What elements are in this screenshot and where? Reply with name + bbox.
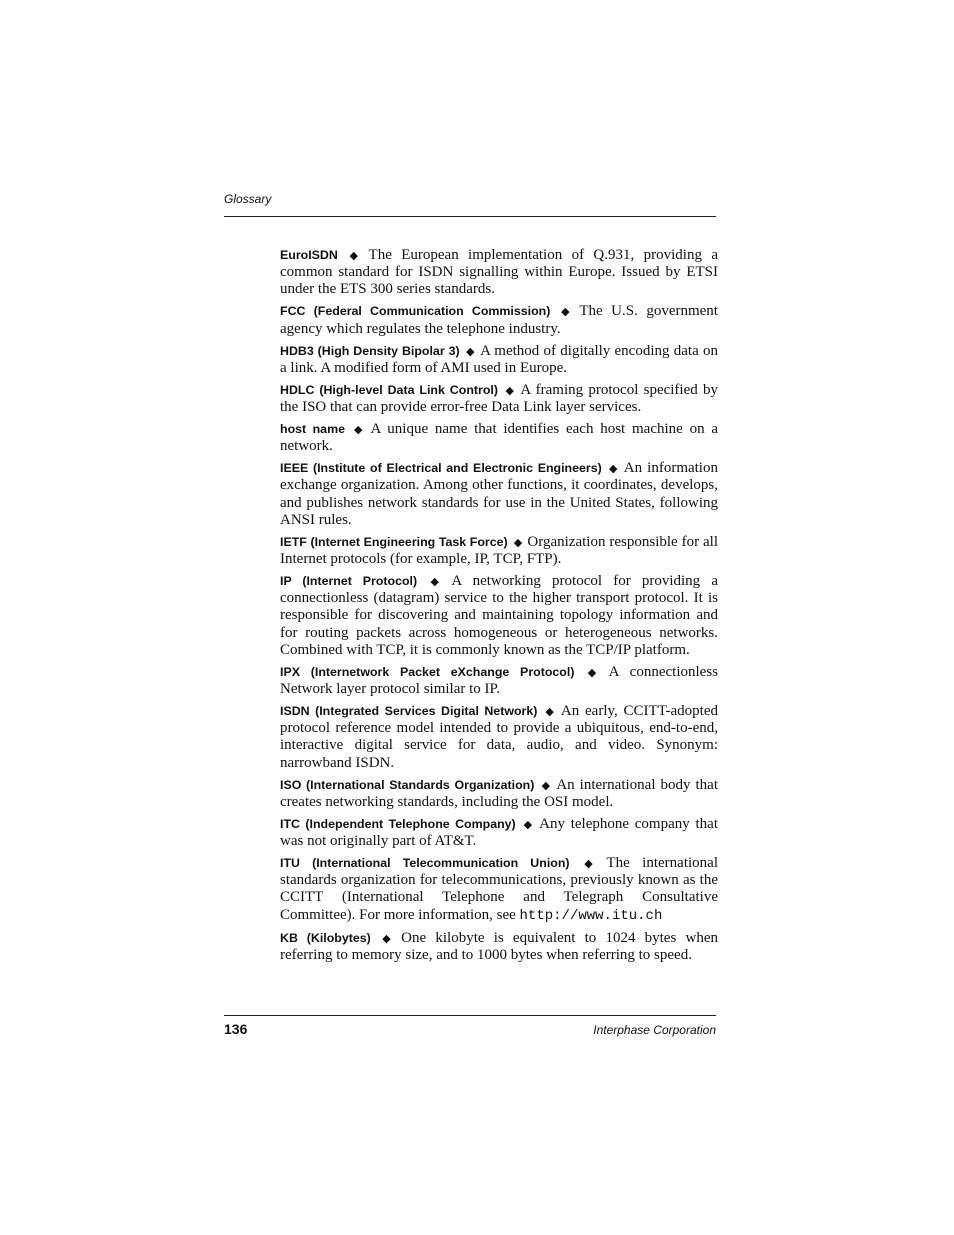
glossary-definition: An information exchange organization. Among other functions, it coordinates, develops, and publishes network standards for use in the United States, following ANSI rules.: [280, 460, 718, 528]
diamond-icon: ◆: [540, 778, 552, 792]
glossary-definition: A connectionless Network layer protocol similar to IP.: [280, 663, 718, 698]
glossary-entry: [280, 534, 718, 568]
diamond-icon: ◆: [503, 383, 516, 397]
diamond-icon: ◆: [465, 344, 476, 358]
diamond-icon: ◆: [376, 931, 397, 945]
diamond-icon: ◆: [343, 249, 364, 262]
glossary-term: ISO (International Standards Organization): [280, 777, 535, 792]
itu-link[interactable]: http://www.itu.ch: [519, 907, 663, 924]
footer-rule: [224, 1015, 716, 1016]
glossary-definition: An international body that creates networking standards, including the OSI model.: [280, 776, 718, 810]
glossary-entry: [280, 247, 718, 299]
diamond-icon: ◆: [423, 575, 447, 589]
glossary-term: HDB3 (High Density Bipolar 3): [280, 343, 460, 358]
glossary-entry: [280, 855, 718, 925]
running-header: Glossary: [224, 192, 272, 206]
glossary-definition: An early, CCITT-adopted protocol reference model intended to provide a ubiquitous, end-to-end, interactive digital service for data, audio, and video. Synonym: narrowband ISDN.: [280, 703, 718, 771]
diamond-icon: ◆: [513, 535, 523, 549]
diamond-icon: ◆: [580, 665, 604, 679]
glossary-term: KB (Kilobytes): [280, 930, 371, 945]
diamond-icon: ◆: [556, 305, 575, 319]
company-name: Interphase Corporation: [593, 1023, 716, 1037]
glossary-entry: [280, 343, 718, 377]
glossary-definition: Organization responsible for all Internet protocols (for example, IP, TCP, FTP).: [280, 533, 718, 568]
diamond-icon: ◆: [521, 817, 535, 831]
glossary-entry: [280, 303, 718, 337]
glossary-term: HDLC (High-level Data Link Control): [280, 382, 498, 397]
glossary-definition: The U.S. government agency which regulates the telephone industry.: [280, 303, 718, 337]
glossary-definition: A networking protocol for providing a connectionless (datagram) service to the higher transport protocol. It is responsible for discovering and maintaining topology information and for routing packets across homogeneous or heterogeneous networks. Combined with TCP, it is commonly known as the TCP/IP platform.: [280, 573, 718, 658]
glossary-term: host name: [280, 422, 345, 437]
glossary-term: ITC (Independent Telephone Company): [280, 816, 516, 831]
glossary-definition: One kilobyte is equivalent to 1024 bytes when referring to memory size, and to 1000 bytes when referring to speed.: [280, 929, 718, 963]
glossary-term: FCC (Federal Communication Commission): [280, 304, 551, 319]
glossary-definition: A framing protocol specified by the ISO that can provide error-free Data Link layer services.: [280, 381, 718, 416]
glossary-term: ISDN (Integrated Services Digital Network): [280, 704, 538, 719]
glossary-term: EuroISDN: [280, 248, 338, 262]
glossary-term: IP (Internet Protocol): [280, 574, 418, 589]
glossary-definition: The European implementation of Q.931, providing a common standard for ISDN signalling within Europe. Issued by ETSI under the ETS 300 series standards.: [280, 247, 718, 298]
glossary-list: [280, 247, 718, 969]
glossary-entry: [280, 777, 718, 811]
page-number: 136: [224, 1021, 248, 1037]
diamond-icon: ◆: [607, 462, 619, 476]
glossary-term: IPX (Internetwork Packet eXchange Protocol): [280, 664, 575, 679]
glossary-definition: Any telephone company that was not originally part of AT&T.: [280, 815, 718, 850]
header-rule: [224, 216, 716, 217]
glossary-entry: [280, 664, 718, 698]
diamond-icon: ◆: [351, 423, 366, 437]
glossary-entry: [280, 421, 718, 455]
glossary-definition: A unique name that identifies each host machine on a network.: [280, 421, 718, 455]
glossary-entry: [280, 460, 718, 529]
glossary-entry: [280, 930, 718, 964]
diamond-icon: ◆: [575, 857, 602, 871]
glossary-term: IETF (Internet Engineering Task Force): [280, 534, 508, 549]
glossary-term: ITU (International Telecommunication Union): [280, 856, 570, 871]
glossary-entry: [280, 382, 718, 416]
glossary-entry: [280, 816, 718, 850]
glossary-term: IEEE (Institute of Electrical and Electronic Engineers): [280, 461, 602, 476]
glossary-entry: [280, 573, 718, 659]
diamond-icon: ◆: [543, 705, 556, 719]
glossary-definition: The international standards organization for telecommunications, previously known as the CCITT (International Telephone and Telegraph Consultative Committee). For more information, see: [280, 855, 718, 923]
glossary-definition: A method of digitally encoding data on a link. A modified form of AMI used in Europe.: [280, 342, 718, 376]
glossary-entry: [280, 703, 718, 772]
